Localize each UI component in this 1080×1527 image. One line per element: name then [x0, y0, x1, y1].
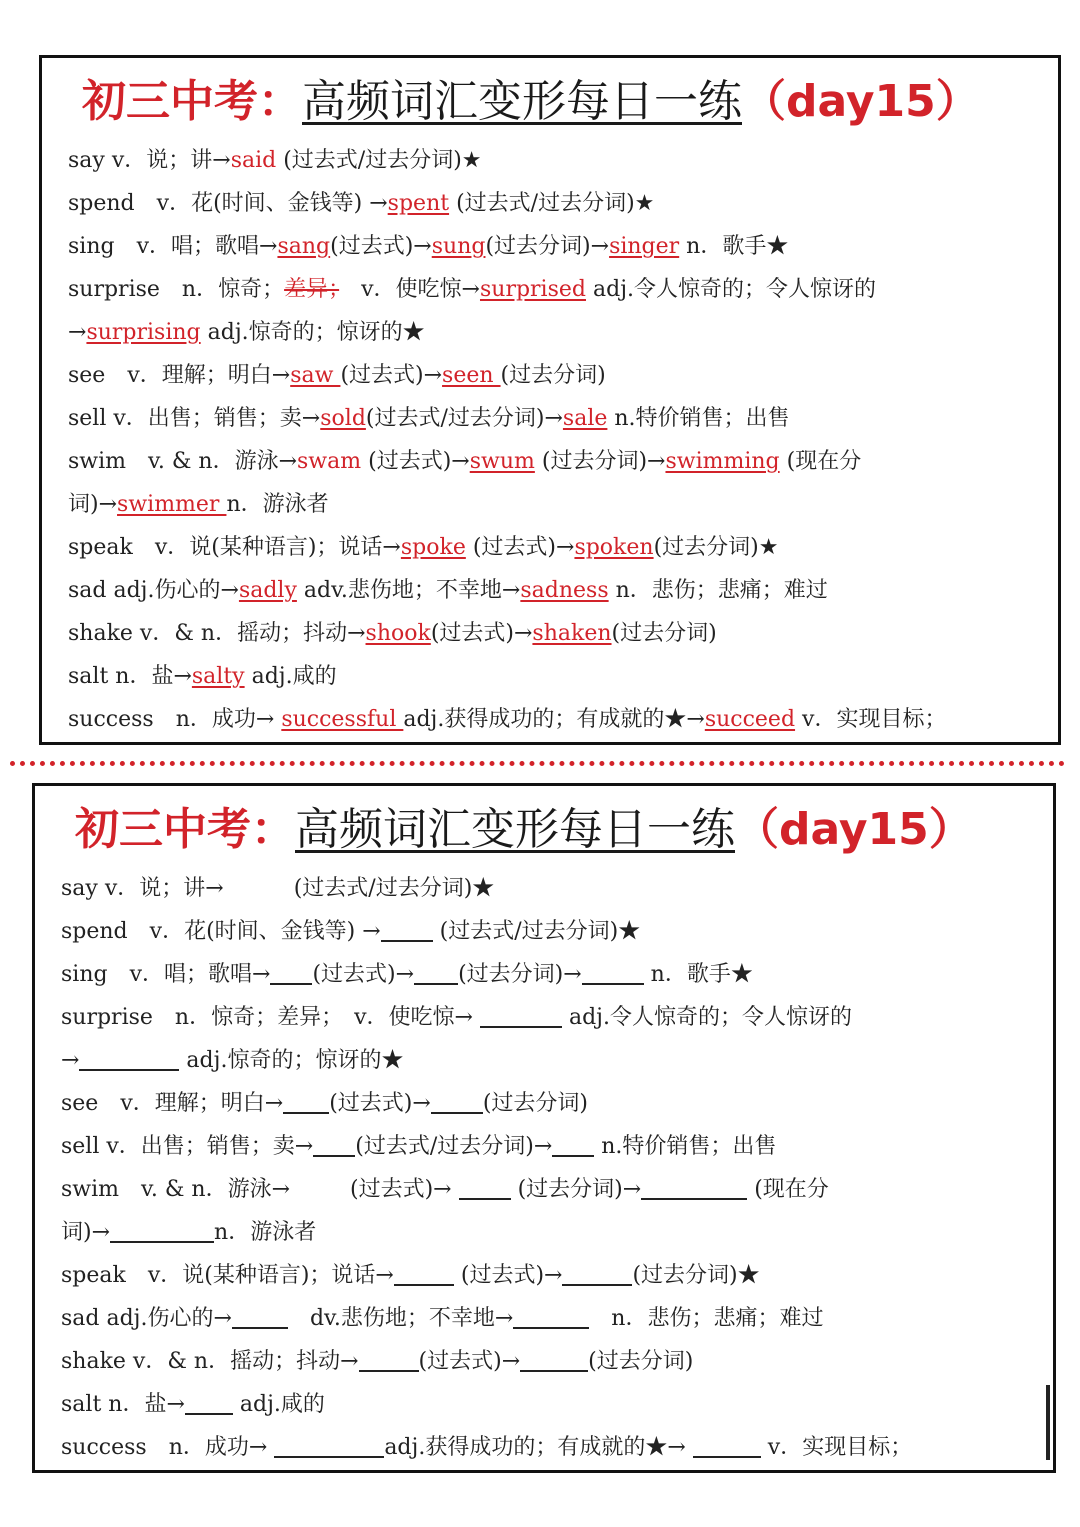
vocab-line — [68, 698, 946, 741]
vocab-text: adj.令人惊奇的；令人惊讶的 — [561, 1005, 852, 1030]
vocab-line — [68, 139, 946, 182]
answer-word: successful — [281, 707, 404, 732]
vocab-text: (过去分词)→ — [510, 1177, 642, 1202]
vocab-text: adv.悲伤地；不幸地→ — [296, 578, 521, 603]
vocab-text: n.特价销售；出售 — [607, 406, 790, 431]
vocab-text: n.特价销售；出售 — [594, 1134, 777, 1159]
vocab-text: (过去式)→ — [330, 234, 432, 259]
answer-word: surprising — [86, 320, 201, 345]
vocab-text: sad adj.伤心的→ — [68, 578, 239, 603]
vocab-text: (过去式/过去分词)★ — [449, 191, 655, 216]
answer-word: said — [230, 148, 277, 173]
vocab-line — [61, 1426, 912, 1469]
vocab-text: success n．成功→ — [61, 1435, 275, 1460]
vocab-text: v．使吃惊→ — [339, 277, 480, 302]
answer-blank — [552, 1131, 594, 1157]
vocab-text: n．悲伤；悲痛；难过 — [589, 1306, 824, 1331]
vocab-text: (过去式)→ — [312, 962, 415, 987]
vocab-line — [68, 225, 946, 268]
vocab-text: shake v．& n．摇动；抖动→ — [68, 621, 366, 646]
vocab-text: (过去式)→ — [350, 1177, 459, 1202]
vocab-line — [68, 268, 946, 311]
answer-word: shaken — [532, 621, 612, 646]
vocab-text: (过去分词) — [482, 1091, 588, 1116]
answer-word: spent — [387, 191, 450, 216]
title-day: （day15） — [735, 804, 973, 855]
vocab-text: spend v．花(时间、金钱等) → — [61, 919, 381, 944]
answer-blank — [232, 1303, 288, 1329]
vocab-line — [61, 953, 912, 996]
worksheet-title — [82, 74, 980, 130]
vocab-line — [61, 1383, 912, 1426]
answer-blank — [641, 1174, 747, 1200]
vocab-text: speak v．说(某种语言)；说话→ — [68, 535, 401, 560]
vocab-text: n．悲伤；悲痛；难过 — [608, 578, 828, 603]
answer-word: swum — [469, 449, 535, 474]
vocab-text: say v．说；讲→ — [61, 876, 224, 901]
vocab-text: n．游泳者 — [226, 492, 329, 517]
vocab-text: sell v．出售；销售；卖→ — [68, 406, 321, 431]
worksheet-title — [75, 802, 973, 858]
vocab-text: (过去分词)★ — [632, 1263, 760, 1288]
answer-blank — [185, 1389, 233, 1415]
answer-word: swimming — [665, 449, 780, 474]
vocab-text: (过去式)→ — [329, 1091, 431, 1116]
answer-blank — [110, 1217, 214, 1243]
vocab-text: adj.令人惊奇的；令人惊讶的 — [586, 277, 877, 302]
vocab-line — [68, 182, 946, 225]
answer-word: spoke — [400, 535, 466, 560]
answer-word: sold — [320, 406, 366, 431]
vocab-text: (过去分词)→ — [485, 234, 610, 259]
vocab-text: 词)→ — [61, 1220, 111, 1245]
blank-worksheet — [32, 783, 1056, 1473]
vocab-text: speak v．说(某种语言)；说话→ — [61, 1263, 394, 1288]
vocab-text: see v．理解；明白→ — [61, 1091, 284, 1116]
vocab-text: (过去式/过去分词)★ — [293, 876, 495, 901]
vocab-text: (过去式)→ — [453, 1263, 563, 1288]
answer-blank — [562, 1260, 632, 1286]
vocab-text: (现在分 — [747, 1177, 829, 1202]
vocab-text: (过去分词)→ — [458, 962, 582, 987]
answer-word: salty — [191, 664, 245, 689]
vocab-line — [68, 483, 946, 526]
vocab-text: dv.悲伤地；不幸地→ — [287, 1306, 514, 1331]
answer-word: swam — [297, 449, 362, 474]
answer-word: singer — [609, 234, 680, 259]
vocab-text: (过去式/过去分词)★ — [276, 148, 482, 173]
vocab-line — [61, 1297, 912, 1340]
vocab-text: swim v. & n．游泳→ — [68, 449, 298, 474]
answer-blank — [290, 1174, 350, 1200]
vocab-text: → — [61, 1048, 80, 1073]
vocab-line — [61, 1340, 912, 1383]
answer-blank — [431, 1088, 483, 1114]
vocab-text: see v．理解；明白→ — [68, 363, 291, 388]
vocab-text: 词)→ — [68, 492, 118, 517]
vocab-text: (过去式)→ — [465, 535, 575, 560]
vocab-line — [68, 569, 946, 612]
title-prefix: 初三中考： — [75, 804, 295, 855]
vocab-text: (过去分词)→ — [534, 449, 666, 474]
vocab-line — [68, 397, 946, 440]
title-main: 高频词汇变形每日一练 — [295, 804, 735, 855]
answer-word: surprised — [479, 277, 586, 302]
vocab-text: sell v．出售；销售；卖→ — [61, 1134, 314, 1159]
title-day: （day15） — [742, 76, 980, 127]
answer-blank — [693, 1432, 761, 1458]
struck-text: 差异； — [284, 277, 340, 302]
vocab-text: (过去式/过去分词)→ — [365, 406, 563, 431]
answer-blank — [520, 1346, 588, 1372]
answer-word: seen — [442, 363, 501, 388]
answer-blank — [224, 873, 294, 899]
vocab-line — [68, 440, 946, 483]
vocab-text: swim v. & n．游泳→ — [61, 1177, 291, 1202]
answer-word: spoken — [574, 535, 654, 560]
vocab-line — [68, 354, 946, 397]
answer-blank — [414, 959, 458, 985]
answer-worksheet — [39, 55, 1061, 745]
answer-blank — [381, 916, 433, 942]
vocab-text: (过去分词)★ — [653, 535, 779, 560]
vocab-text: n．歌手★ — [679, 234, 789, 259]
vocab-line — [61, 867, 912, 910]
vocab-text: spend v．花(时间、金钱等) → — [68, 191, 388, 216]
vocab-text: adj.咸的 — [232, 1392, 325, 1417]
answer-word: swimmer — [117, 492, 227, 517]
dotted-divider — [10, 761, 1065, 766]
vocab-text: v．实现目标； — [795, 707, 947, 732]
answer-word: sung — [431, 234, 486, 259]
answer-blank — [480, 1002, 562, 1028]
answer-blank — [283, 1088, 329, 1114]
vocab-text: (过去式)→ — [340, 363, 443, 388]
vocab-text: v．实现目标； — [760, 1435, 913, 1460]
vocab-text: surprise n．惊奇； — [68, 277, 285, 302]
scan-edge-mark — [1046, 1385, 1050, 1460]
vocab-text: (现在分 — [779, 449, 862, 474]
vocab-line — [61, 910, 912, 953]
vocab-text: adj.惊奇的；惊讶的★ — [200, 320, 425, 345]
title-main: 高频词汇变形每日一练 — [302, 76, 742, 127]
answer-word: saw — [290, 363, 341, 388]
vocab-text: salt n．盐→ — [61, 1392, 185, 1417]
vocab-text: (过去式/过去分词)→ — [355, 1134, 553, 1159]
vocab-line — [68, 526, 946, 569]
vocab-line — [68, 612, 946, 655]
vocab-text: (过去式)→ — [361, 449, 470, 474]
answer-word: shook — [365, 621, 431, 646]
vocab-text: salt n．盐→ — [68, 664, 192, 689]
vocab-line — [61, 1039, 912, 1082]
answer-blank — [459, 1174, 511, 1200]
answer-word: succeed — [704, 707, 796, 732]
vocab-text: surprise n．惊奇；差异； v．使吃惊→ — [61, 1005, 480, 1030]
blank-lines — [61, 867, 912, 1469]
vocab-text: (过去分词) — [611, 621, 717, 646]
answer-blank — [270, 959, 312, 985]
title-prefix: 初三中考： — [82, 76, 302, 127]
answer-blank — [394, 1260, 454, 1286]
answer-lines — [68, 139, 946, 741]
answer-blank — [79, 1045, 179, 1071]
vocab-text: say v．说；讲→ — [68, 148, 231, 173]
vocab-text: sad adj.伤心的→ — [61, 1306, 232, 1331]
answer-blank — [359, 1346, 419, 1372]
vocab-text: (过去分词) — [500, 363, 606, 388]
answer-word: sang — [277, 234, 331, 259]
answer-blank — [513, 1303, 589, 1329]
vocab-line — [61, 996, 912, 1039]
answer-blank — [313, 1131, 355, 1157]
answer-word: sadly — [238, 578, 297, 603]
answer-blank — [274, 1432, 384, 1458]
answer-word: sadness — [520, 578, 609, 603]
vocab-line — [61, 1254, 912, 1297]
vocab-text: adj.咸的 — [244, 664, 337, 689]
vocab-text: n．游泳者 — [214, 1220, 317, 1245]
vocab-line — [61, 1125, 912, 1168]
vocab-line — [61, 1168, 912, 1211]
vocab-text: shake v．& n．摇动；抖动→ — [61, 1349, 359, 1374]
vocab-text: n．歌手★ — [643, 962, 753, 987]
vocab-text: adj.获得成功的；有成就的★→ — [384, 1435, 693, 1460]
vocab-text: (过去式/过去分词)★ — [432, 919, 641, 944]
vocab-text: sing v．唱；歌唱→ — [68, 234, 278, 259]
vocab-text: adj.获得成功的；有成就的★→ — [403, 707, 705, 732]
vocab-line — [68, 311, 946, 354]
answer-blank — [582, 959, 644, 985]
vocab-text: sing v．唱；歌唱→ — [61, 962, 271, 987]
vocab-line — [68, 655, 946, 698]
vocab-text: adj.惊奇的；惊讶的★ — [179, 1048, 404, 1073]
vocab-text: (过去式)→ — [418, 1349, 521, 1374]
answer-word: sale — [562, 406, 608, 431]
vocab-line — [61, 1082, 912, 1125]
vocab-text: (过去式)→ — [430, 621, 533, 646]
vocab-text: success n．成功→ — [68, 707, 282, 732]
vocab-text: → — [68, 320, 87, 345]
vocab-line — [61, 1211, 912, 1254]
vocab-text: (过去分词) — [588, 1349, 694, 1374]
